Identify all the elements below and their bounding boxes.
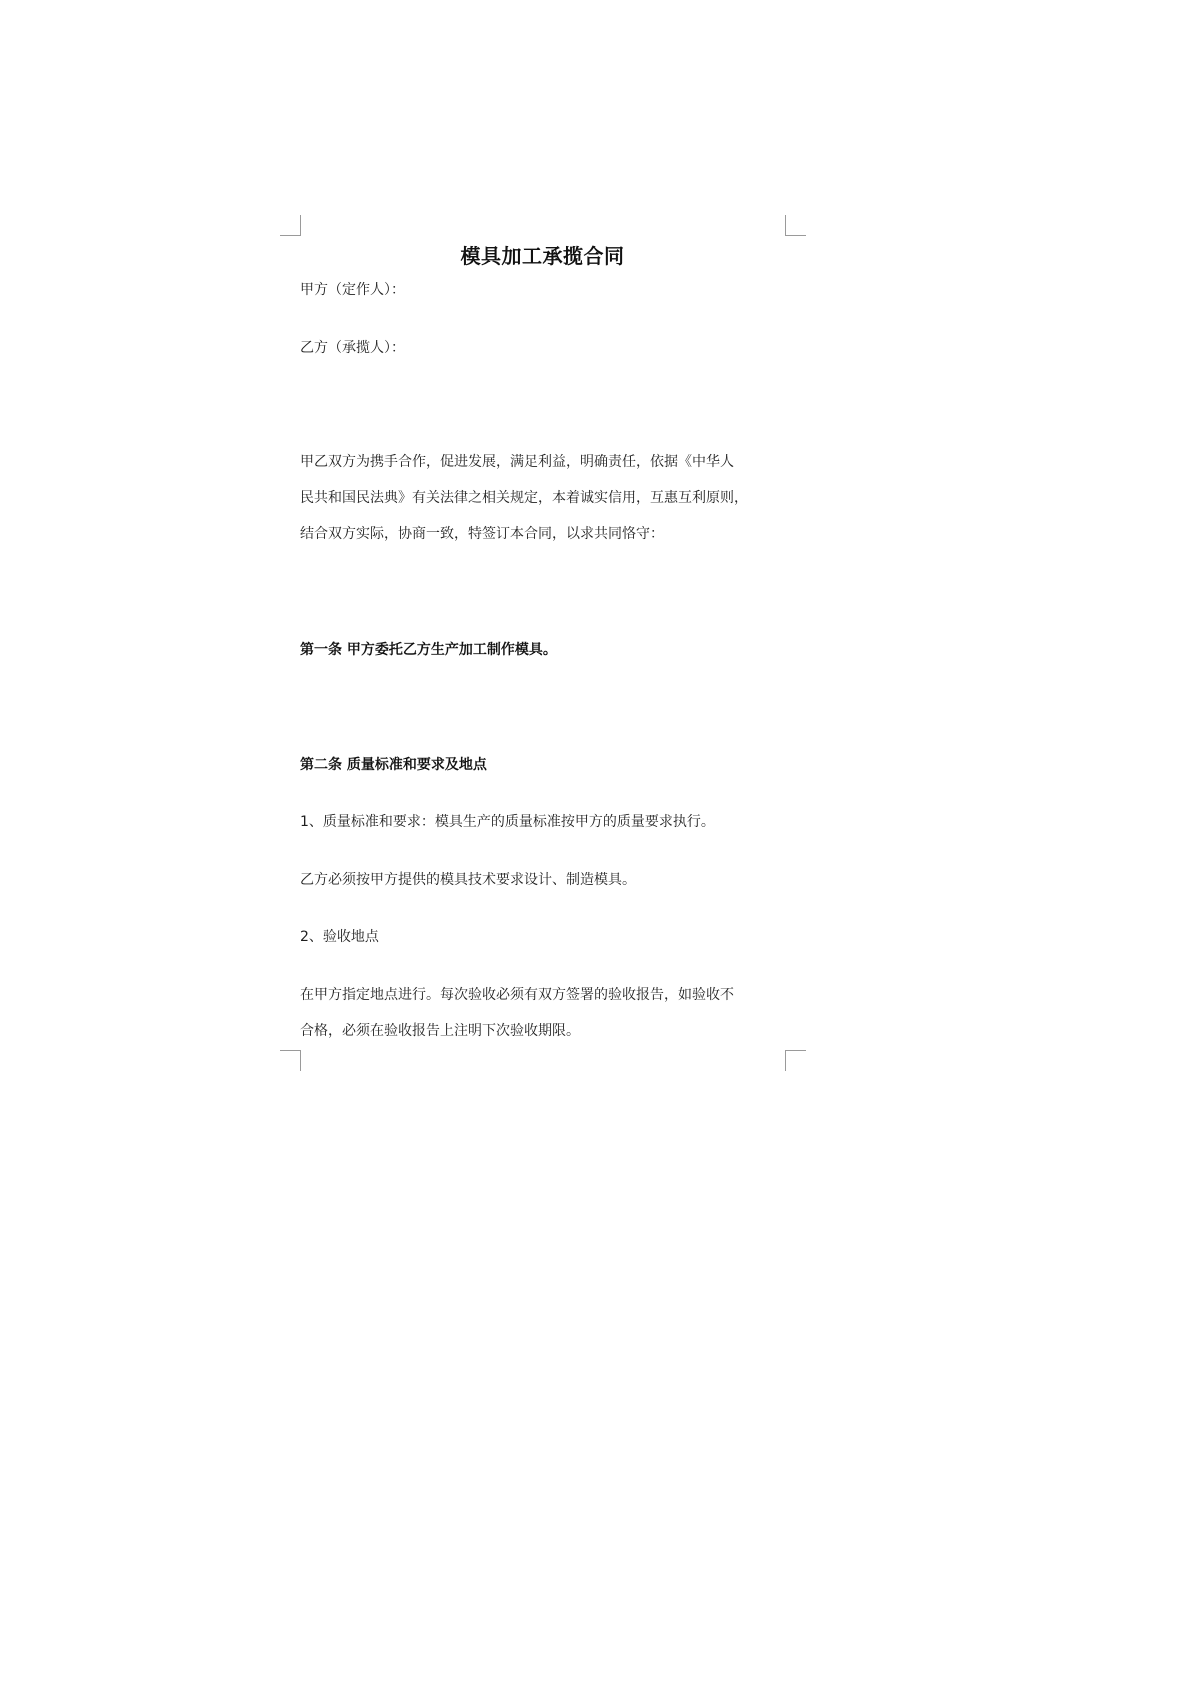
item-2-body-line-2: 合格，必须在验收报告上注明下次验收期限。 — [300, 1023, 580, 1039]
item-1-text: 1、质量标准和要求：模具生产的质量标准按甲方的质量要求执行。 — [300, 814, 715, 830]
party-b-line: 乙方（承揽人）： — [300, 340, 405, 356]
article-2-heading: 第二条 质量标准和要求及地点 — [300, 757, 487, 773]
crop-mark-top-right — [785, 215, 806, 236]
crop-mark-bottom-right — [785, 1050, 806, 1071]
item-1-continuation: 乙方必须按甲方提供的模具技术要求设计、制造模具。 — [300, 872, 636, 888]
article-1-heading: 第一条 甲方委托乙方生产加工制作模具。 — [300, 642, 557, 658]
crop-mark-top-left — [280, 215, 301, 236]
preamble-line-1: 甲乙双方为携手合作，促进发展，满足利益，明确责任，依据《中华人 — [300, 454, 734, 470]
item-2-heading: 2、验收地点 — [300, 929, 379, 945]
party-a-line: 甲方（定作人）： — [300, 282, 405, 298]
preamble-line-3: 结合双方实际，协商一致，特签订本合同，以求共同恪守： — [300, 526, 664, 542]
item-2-body-line-1: 在甲方指定地点进行。每次验收必须有双方签署的验收报告，如验收不 — [300, 987, 734, 1003]
document-title: 模具加工承揽合同 — [460, 244, 625, 268]
preamble-line-2: 民共和国民法典》有关法律之相关规定，本着诚实信用，互惠互利原则， — [300, 490, 748, 506]
crop-mark-bottom-left — [280, 1050, 301, 1071]
